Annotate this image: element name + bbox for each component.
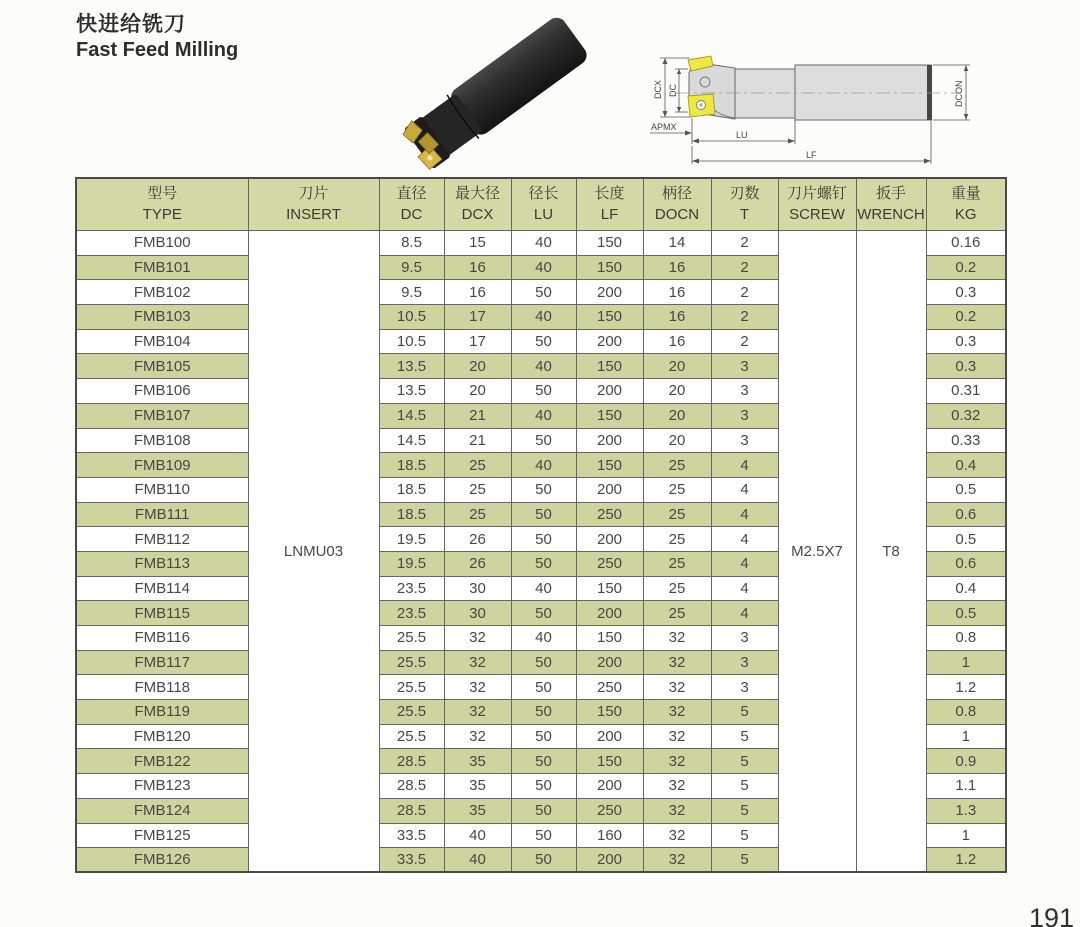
lf-cell: 200 — [576, 527, 643, 552]
dc-cell: 23.5 — [379, 601, 444, 626]
docn-cell: 32 — [643, 774, 711, 799]
lf-cell: 250 — [576, 798, 643, 823]
dcx-cell: 30 — [444, 576, 511, 601]
kg-cell: 0.5 — [926, 527, 1006, 552]
type-cell: FMB116 — [76, 626, 248, 651]
lf-cell: 150 — [576, 231, 643, 256]
kg-cell: 0.4 — [926, 576, 1006, 601]
dc-cell: 8.5 — [379, 231, 444, 256]
docn-cell: 25 — [643, 527, 711, 552]
docn-cell: 20 — [643, 354, 711, 379]
type-cell: FMB100 — [76, 231, 248, 256]
table-row — [76, 231, 1006, 256]
t-cell: 5 — [711, 848, 778, 873]
lu-cell: 50 — [511, 551, 576, 576]
type-cell: FMB107 — [76, 403, 248, 428]
lf-cell: 150 — [576, 576, 643, 601]
kg-cell: 1.1 — [926, 774, 1006, 799]
lf-cell: 250 — [576, 551, 643, 576]
lf-cell: 150 — [576, 354, 643, 379]
type-cell: FMB119 — [76, 700, 248, 725]
t-cell: 3 — [711, 403, 778, 428]
dcx-cell: 15 — [444, 231, 511, 256]
lf-cell: 200 — [576, 774, 643, 799]
docn-cell: 25 — [643, 576, 711, 601]
t-cell: 5 — [711, 774, 778, 799]
docn-cell: 32 — [643, 626, 711, 651]
diagram-neck — [734, 69, 795, 118]
lf-cell: 200 — [576, 379, 643, 404]
kg-cell: 0.16 — [926, 231, 1006, 256]
t-cell: 4 — [711, 502, 778, 527]
lu-cell: 40 — [511, 354, 576, 379]
dcx-cell: 32 — [444, 626, 511, 651]
dcx-cell: 26 — [444, 551, 511, 576]
dcx-cell: 17 — [444, 305, 511, 330]
lu-cell: 50 — [511, 700, 576, 725]
dc-cell: 28.5 — [379, 774, 444, 799]
type-cell: FMB103 — [76, 305, 248, 330]
kg-cell: 1.2 — [926, 848, 1006, 873]
docn-cell: 25 — [643, 502, 711, 527]
dcx-cell: 35 — [444, 798, 511, 823]
lu-cell: 40 — [511, 231, 576, 256]
lf-cell: 150 — [576, 255, 643, 280]
spec-table — [75, 177, 1007, 873]
lf-cell: 200 — [576, 428, 643, 453]
t-cell: 2 — [711, 305, 778, 330]
dimension-diagram — [638, 52, 1068, 172]
dc-cell: 25.5 — [379, 626, 444, 651]
type-cell: FMB110 — [76, 477, 248, 502]
type-cell: FMB112 — [76, 527, 248, 552]
diagram-shank-end — [927, 65, 932, 120]
dcx-cell: 20 — [444, 379, 511, 404]
type-cell: FMB115 — [76, 601, 248, 626]
type-cell: FMB117 — [76, 650, 248, 675]
lu-cell: 40 — [511, 453, 576, 478]
docn-cell: 16 — [643, 255, 711, 280]
dcx-cell: 32 — [444, 650, 511, 675]
kg-cell: 1.3 — [926, 798, 1006, 823]
column-header-kg: 重量 KG — [926, 178, 1006, 231]
kg-cell: 0.33 — [926, 428, 1006, 453]
type-cell: FMB126 — [76, 848, 248, 873]
lf-cell: 200 — [576, 650, 643, 675]
dcx-cell: 35 — [444, 774, 511, 799]
page-title-en: Fast Feed Milling — [76, 39, 239, 62]
kg-cell: 0.32 — [926, 403, 1006, 428]
lu-cell: 50 — [511, 675, 576, 700]
t-cell: 5 — [711, 749, 778, 774]
kg-cell: 0.31 — [926, 379, 1006, 404]
lu-cell: 50 — [511, 280, 576, 305]
type-cell: FMB101 — [76, 255, 248, 280]
column-header-dcx: 最大径 DCX — [444, 178, 511, 231]
label-lu: LU — [736, 130, 748, 140]
dcx-cell: 25 — [444, 477, 511, 502]
dcx-cell: 25 — [444, 453, 511, 478]
column-header-docn: 柄径 DOCN — [643, 178, 711, 231]
docn-cell: 16 — [643, 329, 711, 354]
t-cell: 5 — [711, 823, 778, 848]
column-header-lu: 径长 LU — [511, 178, 576, 231]
type-cell: FMB122 — [76, 749, 248, 774]
type-cell: FMB109 — [76, 453, 248, 478]
kg-cell: 0.3 — [926, 329, 1006, 354]
dc-cell: 19.5 — [379, 551, 444, 576]
kg-cell: 0.5 — [926, 477, 1006, 502]
dc-cell: 25.5 — [379, 700, 444, 725]
type-cell: FMB120 — [76, 724, 248, 749]
insert-cell: LNMU03 — [248, 231, 379, 873]
t-cell: 2 — [711, 255, 778, 280]
type-cell: FMB104 — [76, 329, 248, 354]
kg-cell: 0.2 — [926, 305, 1006, 330]
lu-cell: 50 — [511, 724, 576, 749]
dcx-cell: 32 — [444, 724, 511, 749]
type-cell: FMB124 — [76, 798, 248, 823]
lu-cell: 40 — [511, 576, 576, 601]
dcx-cell: 40 — [444, 823, 511, 848]
docn-cell: 20 — [643, 403, 711, 428]
dcx-cell: 17 — [444, 329, 511, 354]
t-cell: 3 — [711, 379, 778, 404]
kg-cell: 0.3 — [926, 354, 1006, 379]
t-cell: 4 — [711, 576, 778, 601]
lf-cell: 160 — [576, 823, 643, 848]
kg-cell: 0.6 — [926, 551, 1006, 576]
type-cell: FMB118 — [76, 675, 248, 700]
type-cell: FMB108 — [76, 428, 248, 453]
lf-cell: 200 — [576, 280, 643, 305]
lu-cell: 50 — [511, 502, 576, 527]
lf-cell: 200 — [576, 601, 643, 626]
dcx-cell: 32 — [444, 675, 511, 700]
dc-cell: 33.5 — [379, 823, 444, 848]
kg-cell: 1.2 — [926, 675, 1006, 700]
lu-cell: 50 — [511, 798, 576, 823]
docn-cell: 32 — [643, 724, 711, 749]
lu-cell: 50 — [511, 379, 576, 404]
page-title — [76, 12, 238, 63]
type-cell: FMB114 — [76, 576, 248, 601]
lu-cell: 50 — [511, 329, 576, 354]
docn-cell: 20 — [643, 428, 711, 453]
t-cell: 2 — [711, 329, 778, 354]
lf-cell: 250 — [576, 502, 643, 527]
t-cell: 3 — [711, 626, 778, 651]
column-header-lf: 长度 LF — [576, 178, 643, 231]
dcx-cell: 26 — [444, 527, 511, 552]
spec-table-body — [76, 231, 1006, 873]
kg-cell: 1 — [926, 724, 1006, 749]
docn-cell: 32 — [643, 823, 711, 848]
dcx-cell: 21 — [444, 428, 511, 453]
dc-cell: 14.5 — [379, 403, 444, 428]
lu-cell: 40 — [511, 403, 576, 428]
lu-cell: 50 — [511, 823, 576, 848]
t-cell: 4 — [711, 527, 778, 552]
dc-cell: 9.5 — [379, 280, 444, 305]
lu-cell: 50 — [511, 848, 576, 873]
lu-cell: 40 — [511, 255, 576, 280]
dcx-cell: 40 — [444, 848, 511, 873]
type-cell: FMB111 — [76, 502, 248, 527]
t-cell: 3 — [711, 650, 778, 675]
column-header-t: 刃数 T — [711, 178, 778, 231]
column-header-type: 型号 TYPE — [76, 178, 248, 231]
t-cell: 4 — [711, 453, 778, 478]
dc-cell: 28.5 — [379, 749, 444, 774]
dc-cell: 23.5 — [379, 576, 444, 601]
docn-cell: 14 — [643, 231, 711, 256]
docn-cell: 25 — [643, 601, 711, 626]
column-header-screw: 刀片螺钉 SCREW — [778, 178, 856, 231]
lu-cell: 50 — [511, 749, 576, 774]
spec-table-header — [76, 178, 1006, 231]
type-cell: FMB106 — [76, 379, 248, 404]
kg-cell: 1 — [926, 650, 1006, 675]
lu-cell: 50 — [511, 428, 576, 453]
spec-table-container — [75, 177, 1007, 873]
t-cell: 5 — [711, 700, 778, 725]
dc-cell: 18.5 — [379, 502, 444, 527]
lf-cell: 200 — [576, 329, 643, 354]
label-apmx: APMX — [651, 122, 677, 132]
t-cell: 3 — [711, 354, 778, 379]
kg-cell: 0.8 — [926, 700, 1006, 725]
dc-cell: 25.5 — [379, 675, 444, 700]
lf-cell: 150 — [576, 453, 643, 478]
type-cell: FMB113 — [76, 551, 248, 576]
dcx-cell: 21 — [444, 403, 511, 428]
dc-cell: 18.5 — [379, 477, 444, 502]
docn-cell: 32 — [643, 675, 711, 700]
dc-cell: 19.5 — [379, 527, 444, 552]
column-header-wrench: 扳手 WRENCH — [856, 178, 926, 231]
lf-cell: 150 — [576, 626, 643, 651]
t-cell: 2 — [711, 280, 778, 305]
lu-cell: 40 — [511, 626, 576, 651]
page-number: 191 — [1028, 903, 1074, 927]
kg-cell: 0.4 — [926, 453, 1006, 478]
docn-cell: 32 — [643, 798, 711, 823]
lf-cell: 150 — [576, 305, 643, 330]
dcx-cell: 35 — [444, 749, 511, 774]
lf-cell: 250 — [576, 675, 643, 700]
lf-cell: 200 — [576, 848, 643, 873]
type-cell: FMB123 — [76, 774, 248, 799]
type-cell: FMB105 — [76, 354, 248, 379]
dc-cell: 28.5 — [379, 798, 444, 823]
t-cell: 5 — [711, 798, 778, 823]
t-cell: 3 — [711, 675, 778, 700]
milling-tool-body — [399, 14, 591, 174]
dc-cell: 10.5 — [379, 305, 444, 330]
lu-cell: 50 — [511, 601, 576, 626]
docn-cell: 25 — [643, 551, 711, 576]
t-cell: 5 — [711, 724, 778, 749]
docn-cell: 32 — [643, 848, 711, 873]
dc-cell: 33.5 — [379, 848, 444, 873]
column-header-insert: 刀片 INSERT — [248, 178, 379, 231]
lf-cell: 200 — [576, 724, 643, 749]
docn-cell: 20 — [643, 379, 711, 404]
column-header-dc: 直径 DC — [379, 178, 444, 231]
dcx-cell: 16 — [444, 255, 511, 280]
docn-cell: 25 — [643, 453, 711, 478]
kg-cell: 0.5 — [926, 601, 1006, 626]
kg-cell: 0.9 — [926, 749, 1006, 774]
dc-cell: 18.5 — [379, 453, 444, 478]
label-lf: LF — [806, 150, 817, 160]
type-cell: FMB125 — [76, 823, 248, 848]
docn-cell: 32 — [643, 700, 711, 725]
kg-cell: 0.6 — [926, 502, 1006, 527]
docn-cell: 16 — [643, 280, 711, 305]
dc-cell: 14.5 — [379, 428, 444, 453]
dcx-cell: 20 — [444, 354, 511, 379]
lf-cell: 150 — [576, 700, 643, 725]
dcx-cell: 30 — [444, 601, 511, 626]
label-dcx: DCX — [653, 79, 663, 99]
label-dc: DC — [668, 84, 678, 97]
t-cell: 2 — [711, 231, 778, 256]
lu-cell: 40 — [511, 305, 576, 330]
dcx-cell: 16 — [444, 280, 511, 305]
diagram-shank — [795, 65, 931, 120]
label-dcon: DCON — [954, 80, 964, 107]
t-cell: 4 — [711, 477, 778, 502]
dcx-cell: 25 — [444, 502, 511, 527]
kg-cell: 0.2 — [926, 255, 1006, 280]
t-cell: 4 — [711, 551, 778, 576]
docn-cell: 32 — [643, 749, 711, 774]
screw-cell: M2.5X7 — [778, 231, 856, 873]
dcx-cell: 32 — [444, 700, 511, 725]
lu-cell: 50 — [511, 527, 576, 552]
kg-cell: 1 — [926, 823, 1006, 848]
dc-cell: 25.5 — [379, 724, 444, 749]
page-title-zh: 快进给铣刀 — [76, 13, 186, 36]
t-cell: 4 — [711, 601, 778, 626]
dc-cell: 13.5 — [379, 354, 444, 379]
dc-cell: 25.5 — [379, 650, 444, 675]
type-cell: FMB102 — [76, 280, 248, 305]
lf-cell: 200 — [576, 477, 643, 502]
dc-cell: 9.5 — [379, 255, 444, 280]
t-cell: 3 — [711, 428, 778, 453]
dc-cell: 10.5 — [379, 329, 444, 354]
docn-cell: 25 — [643, 477, 711, 502]
docn-cell: 32 — [643, 650, 711, 675]
kg-cell: 0.8 — [926, 626, 1006, 651]
lf-cell: 150 — [576, 403, 643, 428]
dc-cell: 13.5 — [379, 379, 444, 404]
docn-cell: 16 — [643, 305, 711, 330]
wrench-cell: T8 — [856, 231, 926, 873]
lf-cell: 150 — [576, 749, 643, 774]
kg-cell: 0.3 — [926, 280, 1006, 305]
lu-cell: 50 — [511, 774, 576, 799]
lu-cell: 50 — [511, 477, 576, 502]
tool-photo — [375, 8, 600, 176]
lu-cell: 50 — [511, 650, 576, 675]
